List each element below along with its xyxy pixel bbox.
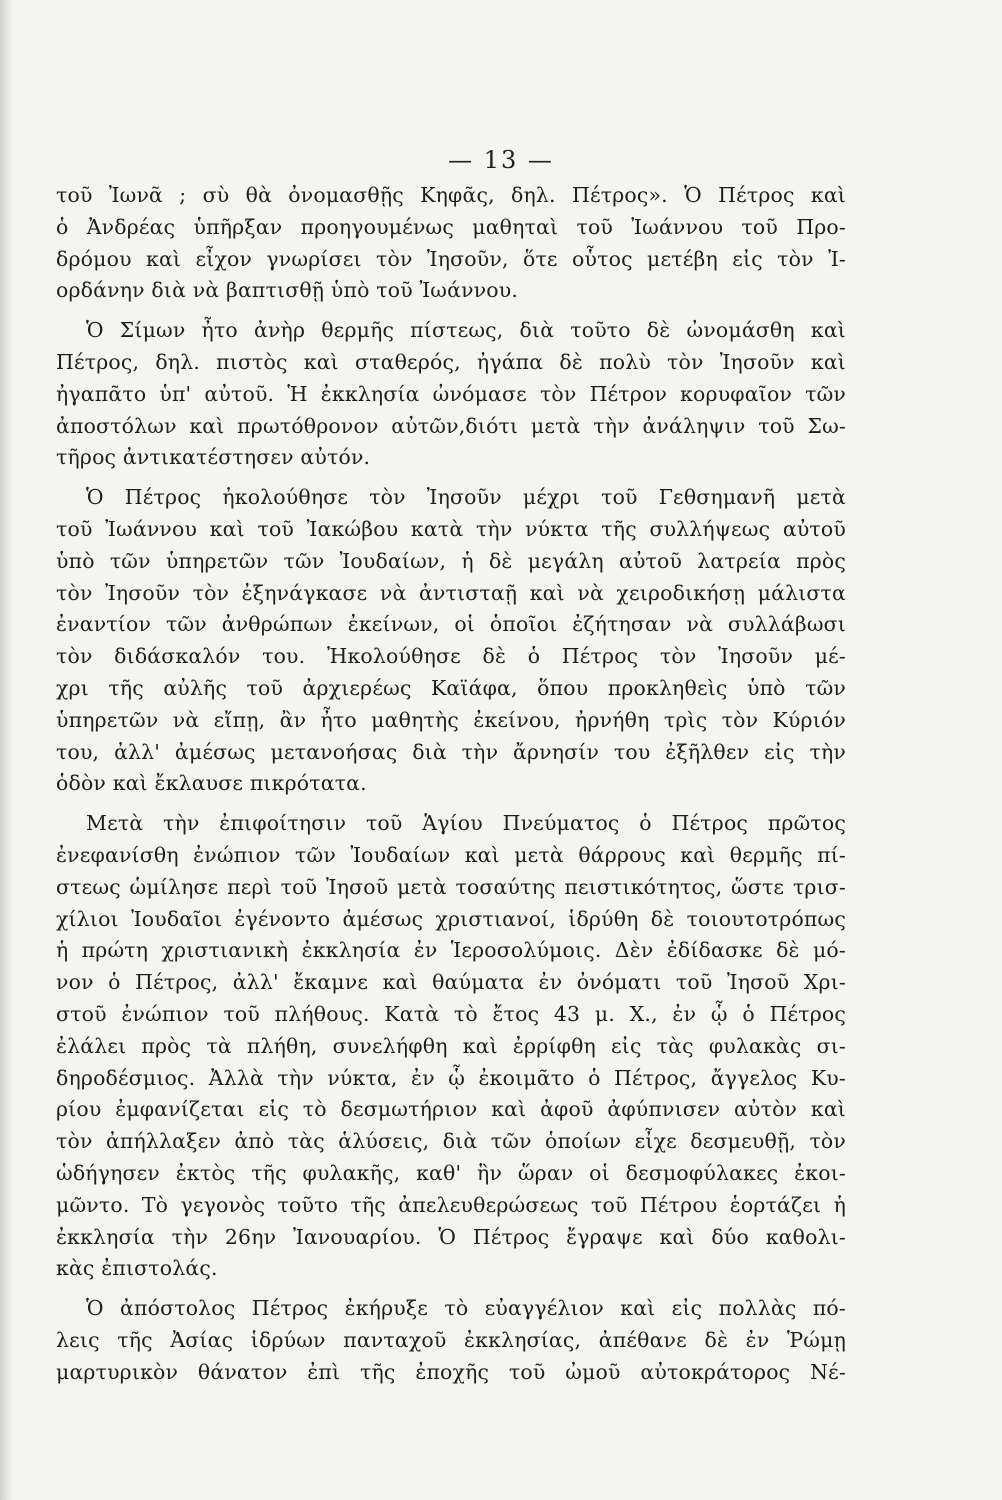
text-line: δρόμου καὶ εἶχον γνωρίσει τὸν Ἰησοῦν, ὅτε οὗτος μετέβη εἰς τὸν Ἰ- bbox=[56, 246, 846, 271]
text-line: τοῦ Ἰωνᾶ ; σὺ θὰ ὀνομασθῇς Κηφᾶς, δηλ. Πέτρος». Ὁ Πέτρος καὶ bbox=[56, 183, 846, 207]
text-line: ὡδήγησεν ἐκτὸς τῆς φυλακῆς, καθ' ἣν ὥραν οἱ δεσμοφύλακες ἐκοι- bbox=[56, 1160, 846, 1185]
text-line: Πέτρος, δηλ. πιστὸς καὶ σταθερός, ἠγάπα δὲ πολὺ τὸν Ἰησοῦν καὶ bbox=[56, 349, 846, 374]
text-line: στοῦ ἐνώπιον τοῦ πλήθους. Κατὰ τὸ ἔτος 43 μ. Χ., ἐν ᾧ ὁ Πέτρος bbox=[56, 1001, 846, 1026]
text-line: ἐνεφανίσθη ἐνώπιον τῶν Ἰουδαίων καὶ μετὰ θάρρους καὶ θερμῆς πί- bbox=[56, 842, 846, 867]
text-line: Ὁ ἀπόστολος Πέτρος ἐκήρυξε τὸ εὐαγγέλιον καὶ εἰς πολλὰς πό- bbox=[86, 1296, 846, 1321]
text-line: ἠγαπᾶτο ὑπ' αὐτοῦ. Ἡ ἐκκλησία ὠνόμασε τὸν Πέτρον κορυφαῖον τῶν bbox=[56, 381, 846, 406]
text-line: του, ἀλλ' ἀμέσως μετανοήσας διὰ τὴν ἄρνησίν του ἐξῆλθεν εἰς τὴν bbox=[56, 739, 846, 764]
text-line: τὸν διδάσκαλόν του. Ἠκολούθησε δὲ ὁ Πέτρος τὸν Ἰησοῦν μέ- bbox=[56, 644, 846, 669]
text-line: τὸν ἀπήλλαξεν ἀπὸ τὰς ἁλύσεις, διὰ τῶν ὁποίων εἶχε δεσμευθῇ, τὸν bbox=[56, 1129, 846, 1154]
paragraph-2 bbox=[56, 315, 846, 474]
text-line: Ὁ Σίμων ἦτο ἀνὴρ θερμῆς πίστεως, διὰ τοῦτο δὲ ὠνομάσθη καὶ bbox=[86, 318, 846, 343]
page-number: — 13 — bbox=[448, 146, 554, 174]
text-line: ἐκκλησία τὴν 26ην Ἰανουαρίου. Ὁ Πέτρος ἔγραψε καὶ δύο καθολι- bbox=[56, 1224, 846, 1249]
page-binding-edge bbox=[0, 0, 14, 1500]
text-line: μαρτυρικὸν θάνατον ἐπὶ τῆς ἐποχῆς τοῦ ὠμοῦ αὐτοκράτορος Νέ- bbox=[56, 1359, 846, 1384]
text-line: χίλιοι Ἰουδαῖοι ἐγένοντο ἀμέσως χριστιανοί, ἱδρύθη δὲ τοιουτοτρόπως bbox=[56, 906, 846, 931]
text-line: κὰς ἐπιστολάς. bbox=[56, 1256, 218, 1281]
text-line: ορδάνην διὰ νὰ βαπτισθῇ ὑπὸ τοῦ Ἰωάννου. bbox=[56, 278, 519, 303]
text-line: Μετὰ τὴν ἐπιφοίτησιν τοῦ Ἁγίου Πνεύματος ὁ Πέτρος πρῶτος bbox=[86, 811, 846, 836]
text-body bbox=[56, 180, 846, 1388]
text-line: ὑπηρετῶν νὰ εἴπῃ, ἂν ἦτο μαθητὴς ἐκείνου, ἠρνήθη τρὶς τὸν Κύριόν bbox=[56, 707, 846, 732]
text-line: χρι τῆς αὐλῆς τοῦ ἀρχιερέως Καϊάφα, ὅπου προκληθεὶς ὑπὸ τῶν bbox=[56, 675, 846, 700]
paragraph-4 bbox=[56, 808, 846, 1285]
text-line: ἐναντίον τῶν ἀνθρώπων ἐκείνων, οἱ ὁποῖοι ἐζήτησαν νὰ συλλάβωσι bbox=[56, 612, 846, 637]
text-line: λεις τῆς Ἀσίας ἱδρύων πανταχοῦ ἐκκλησίας, ἀπέθανε δὲ ἐν Ῥώμῃ bbox=[56, 1327, 846, 1352]
text-line: τῆρος ἀντικατέστησεν αὐτόν. bbox=[56, 445, 371, 470]
text-line: ἀποστόλων καὶ πρωτόθρονον αὐτῶν,διότι μετὰ τὴν ἀνάληψιν τοῦ Σω- bbox=[56, 413, 846, 438]
text-line: τοῦ Ἰωάννου καὶ τοῦ Ἰακώβου κατὰ τὴν νύκτα τῆς συλλήψεως αὐτοῦ bbox=[56, 516, 846, 541]
text-line: στεως ὡμίλησε περὶ τοῦ Ἰησοῦ μετὰ τοσαύτης πειστικότητος, ὥστε τρισ- bbox=[56, 874, 846, 899]
text-line: ἐλάλει πρὸς τὰ πλήθη, συνελήφθη καὶ ἐρρίφθη εἰς τὰς φυλακὰς σι- bbox=[56, 1033, 846, 1058]
paragraph-1 bbox=[56, 180, 846, 307]
paragraph-3 bbox=[56, 482, 846, 800]
text-line: ὑπὸ τῶν ὑπηρετῶν τῶν Ἰουδαίων, ἡ δὲ μεγάλη αὐτοῦ λατρεία πρὸς bbox=[56, 548, 846, 573]
paragraph-5 bbox=[56, 1293, 846, 1388]
text-line: μῶντο. Τὸ γεγονὸς τοῦτο τῆς ἀπελευθερώσεως τοῦ Πέτρου ἑορτάζει ἡ bbox=[56, 1192, 846, 1217]
text-line: ὁδὸν καὶ ἔκλαυσε πικρότατα. bbox=[56, 771, 367, 796]
text-line: τὸν Ἰησοῦν τὸν ἐξηνάγκασε νὰ ἀντισταῇ καὶ νὰ χειροδικήσῃ μάλιστα bbox=[56, 580, 846, 605]
text-line: Ὁ Πέτρος ἠκολούθησε τὸν Ἰησοῦν μέχρι τοῦ Γεθσημανῆ μετὰ bbox=[86, 485, 846, 510]
text-line: δηροδέσμιος. Ἀλλὰ τὴν νύκτα, ἐν ᾧ ἐκοιμᾶτο ὁ Πέτρος, ἄγγελος Κυ- bbox=[56, 1065, 846, 1090]
text-line: νον ὁ Πέτρος, ἀλλ' ἔκαμνε καὶ θαύματα ἐν ὀνόματι τοῦ Ἰησοῦ Χρι- bbox=[56, 970, 846, 995]
text-line: ἡ πρώτη χριστιανικὴ ἐκκλησία ἐν Ἱεροσολύμοις. Δὲν ἐδίδασκε δὲ μό- bbox=[56, 938, 846, 963]
text-line: ὁ Ἀνδρέας ὑπῆρξαν προηγουμένως μαθηταὶ τοῦ Ἰωάννου τοῦ Προ- bbox=[56, 214, 846, 239]
text-line: ρίου ἐμφανίζεται εἰς τὸ δεσμωτήριον καὶ ἀφοῦ ἀφύπνισεν αὐτὸν καὶ bbox=[56, 1097, 846, 1122]
